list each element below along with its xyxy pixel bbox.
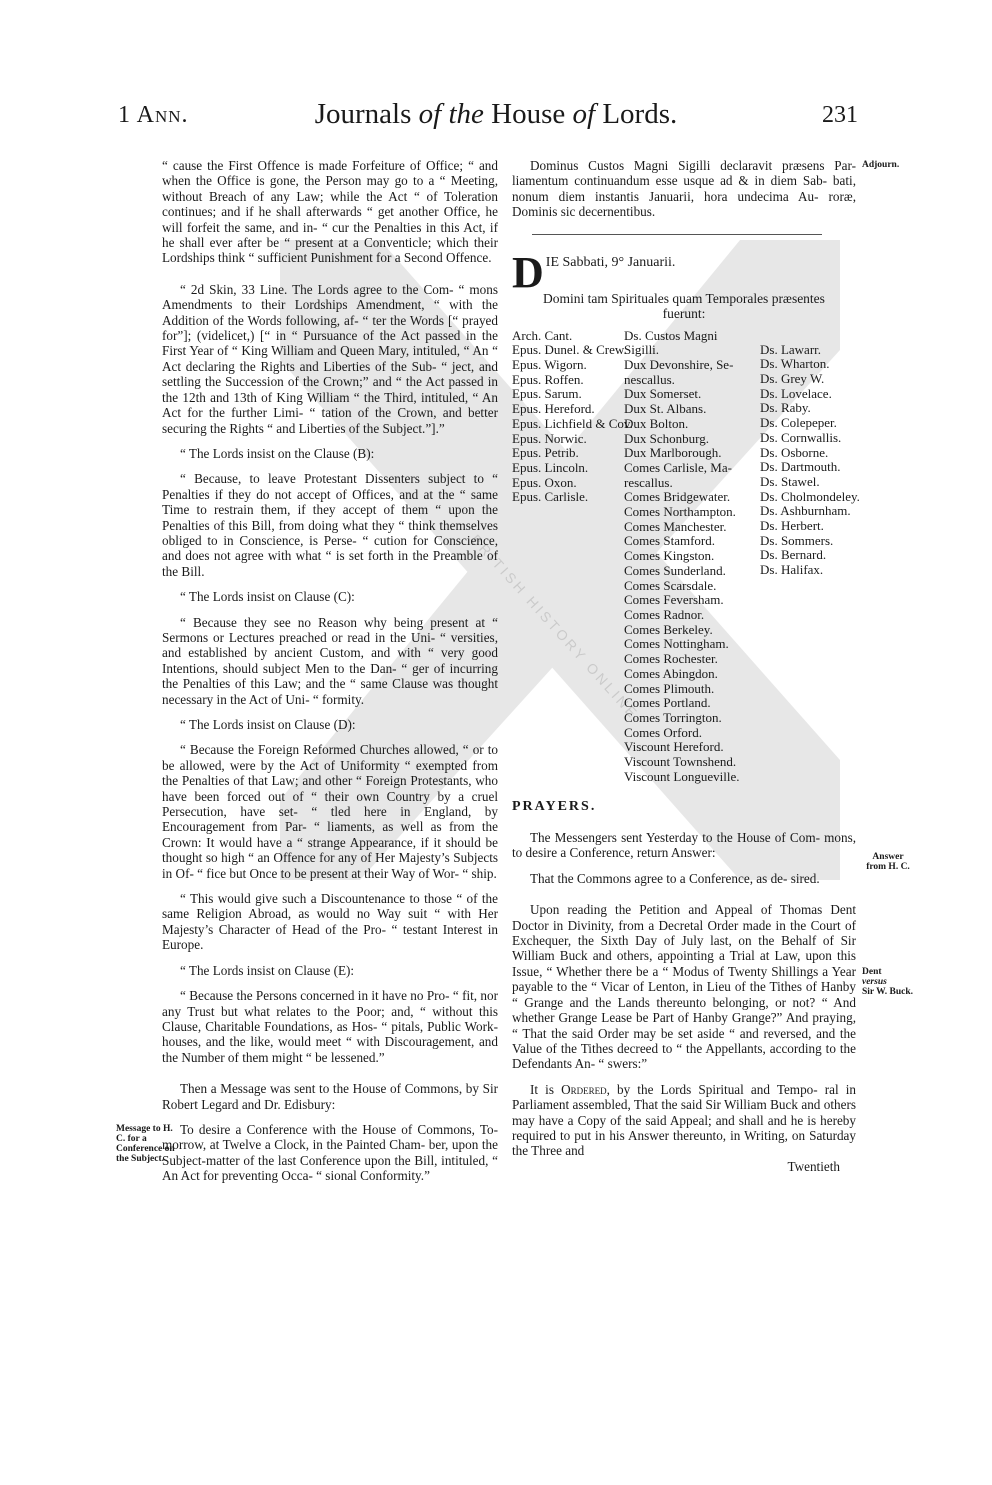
header-title-of: of xyxy=(418,98,442,130)
attendance-baron-entry: Ds. Grey W. xyxy=(760,371,825,387)
attendance-temporal-entry: Comes Nottingham. xyxy=(624,636,729,652)
attendance-baron-entry: Ds. Ashburnham. xyxy=(760,503,851,519)
attendance-temporal-entry: Dux St. Albans. xyxy=(624,401,707,417)
conference-request: To desire a Conference with the House of Commons, To-morrow, at Twelve a Clock, in the Painted Cham- ber, upon the Subject-matter of the last Conference upon the Bill, intituled, “ An Act for preventing Occa- “ sional Conformity.” xyxy=(162,1121,498,1184)
attendance-spiritual-entry: Epus. Dunel. & Crew. xyxy=(512,342,627,358)
clause-b-heading: “ The Lords insist on the Clause (B): xyxy=(180,445,375,461)
attendance-spiritual-entry: Epus. Petrib. xyxy=(512,445,579,461)
attendance-temporal-entry: Comes Rochester. xyxy=(624,651,718,667)
attendance-temporal-entry: Comes Plimouth. xyxy=(624,680,715,696)
attendance-list xyxy=(512,327,860,784)
attendance-temporal-entry: Comes Abingdon. xyxy=(624,665,718,681)
attendance-temporal-column xyxy=(624,329,754,785)
left-paragraph-1: “ cause the First Offence is made Forfeiture of Office; “ and when the Office is gone, the Person may go to a “ Meeting, without Breach of any Law; while the Act “ of Toleration continues; and if he shall afterwards “ get another Office, he will forfeit the same, and in- “ cur the Penalties in this Act, if he shall ever after be “ present at a Conventicle; which their Lordships think “ sufficient Punishment for a Second Offence. xyxy=(162,158,498,266)
clause-d-heading: “ The Lords insist on Clause (D): xyxy=(180,717,356,732)
header-title-lords: Lords. xyxy=(602,98,678,130)
attendance-baron-entry: Ds. Bernard. xyxy=(760,547,827,563)
attendance-baron-entry: Ds. Raby. xyxy=(760,400,811,416)
attendance-barons-column xyxy=(760,343,860,578)
attendance-spiritual-entry: Epus. Norwic. xyxy=(512,430,587,446)
petition-paragraph: Upon reading the Petition and Appeal of Thomas Dent Doctor in Divinity, from a Decretal Order made in the Court of Exchequer, the Sixth Day of July last, on the Behalf of Sir William Buck and others, appointing a Trial at Law, upon this Issue, “ Whether there be a “ Modus of Twenty Shillings a Year payable to the “ Vicar of Lenton, in Lieu of the Tithes of Hanby “ Grange and the Lands thereunto belonging, or not? “ And whether Grange Lease be Part of Hanby Grange?” And praying, “ That the said Order may be set aside “ and reversed, and the Value of the Tithes decreed to “ the Appellants, according to the Defendants An- “ swers:” xyxy=(512,902,856,1072)
watermark-label: BRITISH HISTORY ONLINE xyxy=(467,531,642,723)
clause-d-reason: “ Because the Foreign Reformed Churches allowed, “ or to be allowed, were by the Act of Uniformity “ exempted from the Penalties of that Law; and other “ Foreign Protestants, who have been forced out of “ their own Country by a cruel Persecution, have set- “ tled here in England, by Encouragement from Par- “ liaments, as well as from the Crown: It would have a “ strange Appearance, if it should be thought so high “ an Offence for any of Her Majesty’s Subjects in Of- “ fice but Once to be present at their Way of Wor- “ ship. xyxy=(162,742,498,881)
attendance-temporal-entry: Dux Bolton. xyxy=(624,415,689,431)
margin-note-adjourn: Adjourn. xyxy=(862,160,900,170)
attendance-temporal-entry: Comes Berkeley. xyxy=(624,621,713,637)
attendance-spiritual-entry: Arch. Cant. xyxy=(512,327,573,343)
day-heading xyxy=(512,247,856,297)
attendance-baron-entry: Ds. Lovelace. xyxy=(760,385,832,401)
clause-c-reason: “ Because they see no Reason why being present at “ Sermons or Lectures preached or read in the Uni- “ versities, and established by ancient Custom, and with “ very good Intentions, should subject Men to the Dan- “ ger of incurring the Penalties of this Law; and the “ same Clause was thought necessary in the Act of Uni- “ formity. xyxy=(162,614,498,707)
attendance-baron-entry: Ds. Lawarr. xyxy=(760,341,822,357)
day-heading-text: IE Sabbati, 9° Januarii. xyxy=(545,254,676,270)
attendance-temporal-entry: Comes Torrington. xyxy=(624,709,722,725)
margin-note-answer: Answer from H. C. xyxy=(866,852,910,872)
attendance-temporal-entry: Viscount Townshend. xyxy=(624,754,737,770)
left-paragraph-2: “ 2d Skin, 33 Line. The Lords agree to the Com- “ mons Amendments to their Lordships Amendment, “ with the Addition of the Words following, af- “ ter the Words [“ prayed for”]; (videlicet,) [“ in “ Pursuance of the Act passed in the First Year of “ King William and Queen Mary, intituled, “ An “ Act declaring the Rights and Liberties of the Sub- “ ject, and settling the Succession of the Crown;” and “ the Act passed in the 12th and 13th of King William “ the Third, intituled, “ An Act for the further Limi- “ tation of the Crown, and better securing the Rights “ and Liberties of the Subject.”].” xyxy=(162,281,498,436)
attendance-temporal-entry: Comes Radnor. xyxy=(624,606,705,622)
attendance-spiritual-entry: Epus. Roffen. xyxy=(512,371,584,387)
prayers-heading: PRAYERS. xyxy=(512,798,597,814)
margin-note-dent xyxy=(862,967,932,997)
attendance-heading xyxy=(512,291,856,321)
message-to-commons: Then a Message was sent to the House of Commons, by Sir Robert Legard and Dr. Edisbury: xyxy=(162,1081,498,1112)
attendance-temporal-entry: Comes Orford. xyxy=(624,724,702,740)
attendance-temporal-entry: Comes Bridgewater. xyxy=(624,489,731,505)
header-title-house: House xyxy=(491,98,566,130)
attendance-temporal-entry: Comes Stamford. xyxy=(624,533,715,549)
attendance-baron-entry: Ds. Colepeper. xyxy=(760,415,837,431)
attendance-baron-entry: Ds. Halifax. xyxy=(760,562,824,578)
clause-e-heading: “ The Lords insist on Clause (E): xyxy=(180,962,355,978)
attendance-temporal-entry: Sigilli. xyxy=(624,342,660,358)
attendance-temporal-entry: Comes Scarsdale. xyxy=(624,577,717,593)
attendance-baron-entry: Ds. Sommers. xyxy=(760,532,834,548)
margin-note-dent-line1: Dent xyxy=(862,967,882,977)
left-column xyxy=(162,158,498,1184)
attendance-spiritual-entry: Epus. Carlisle. xyxy=(512,489,589,505)
order-word: Ordered, xyxy=(561,1081,610,1097)
attendance-spiritual-column xyxy=(512,327,633,505)
margin-note-message: Message to H. C. for a Conference on the Subject. xyxy=(116,1124,175,1164)
attendance-temporal-entry: nescallus. xyxy=(624,371,675,387)
attendance-temporal-entry: Dux Marlborough. xyxy=(624,445,722,461)
attendance-baron-entry: Ds. Stawel. xyxy=(760,473,820,489)
attendance-spiritual-entry: Epus. Wigorn. xyxy=(512,357,587,373)
margin-note-dent-line3: Sir W. Buck. xyxy=(862,987,914,997)
attendance-spiritual-entry: Epus. Sarum. xyxy=(512,386,582,402)
header-regnal-year: 1 Ann. xyxy=(118,102,189,128)
attendance-temporal-entry: Comes Sunderland. xyxy=(624,562,726,578)
messengers-paragraph: The Messengers sent Yesterday to the House of Com- mons, to desire a Conference, return Answer: xyxy=(512,830,856,861)
attendance-baron-entry: Ds. Herbert. xyxy=(760,518,824,534)
attendance-temporal-entry: Comes Kingston. xyxy=(624,548,715,564)
attendance-temporal-entry: Comes Carlisle, Ma- xyxy=(624,459,732,475)
attendance-temporal-entry: Dux Somerset. xyxy=(624,386,702,402)
attendance-temporal-entry: Comes Portland. xyxy=(624,695,711,711)
attendance-temporal-entry: Ds. Custos Magni xyxy=(624,327,718,343)
clause-d-reason-continued: “ This would give such a Discountenance to those “ of the same Religion Abroad, as would no Way suit “ with Her Majesty’s Character of Head of the Pro- “ testant Interest in Europe. xyxy=(162,891,498,953)
commons-agree-paragraph: That the Commons agree to a Conference, as de- sired. xyxy=(530,870,820,886)
attendance-temporal-entry: rescallus. xyxy=(624,474,673,490)
attendance-temporal-entry: Dux Schonburg. xyxy=(624,430,709,446)
attendance-temporal-entry: Viscount Hereford. xyxy=(624,739,724,755)
attendance-temporal-entry: Comes Northampton. xyxy=(624,504,736,520)
attendance-baron-entry: Ds. Wharton. xyxy=(760,356,830,372)
section-divider xyxy=(532,234,822,235)
order-prefix: It is xyxy=(530,1081,554,1097)
adjournment-paragraph: Dominus Custos Magni Sigilli declaravit præsens Par- liamentum continuandum esse usque ad & in diem Sab- bati, nonum diem instantis Januarii, hora undecima Au- roræ, Dominis sic decernentibus. xyxy=(512,158,856,220)
attendance-baron-entry: Ds. Cornwallis. xyxy=(760,429,842,445)
clause-e-reason: “ Because the Persons concerned in it have no Pro- “ fit, nor any Trust but what relates to the Poor; and, “ without this Clause, Charitable Foundations, as Hos- “ pitals, Public Work-houses, and the like, would meet “ with Discouragement, and the Number of them might “ be lessened.” xyxy=(162,988,498,1065)
right-column xyxy=(512,158,860,1174)
catchword: Twentieth xyxy=(787,1158,840,1174)
header-title-journals: Journals xyxy=(314,98,412,130)
clause-b-reason: “ Because, to leave Protestant Dissenters subject to “ Penalties if they do not accept of Offices, and at the “ same Time to restrain them, if they accept of them “ upon the Penalties of this Bill, from doing what they “ think themselves obliged to in Conscience, is Perse- “ cution for Conscience, and does not agree with what “ is set forth in the Preamble of the Bill. xyxy=(162,471,498,579)
attendance-temporal-entry: Comes Feversham. xyxy=(624,592,724,608)
page-number: 231 xyxy=(822,102,858,128)
attendance-spiritual-entry: Epus. Lichfield & Cov. xyxy=(512,415,633,431)
order-text: by the Lords Spiritual and Tempo- ral in Parliament assembled, That the said Sir William Buck and others may have a Copy of the said Appeal; and shall and he is hereby required to put in his Answer thereunto, in Writing, on Saturday the Three and xyxy=(512,1081,857,1159)
attendance-heading-line1: Domini tam Spirituales quam Temporales præsentes xyxy=(543,290,825,306)
header-title-of2: of xyxy=(572,98,596,130)
attendance-baron-entry: Ds. Dartmouth. xyxy=(760,459,841,475)
attendance-heading-line2: fuerunt: xyxy=(662,305,706,321)
running-header xyxy=(0,92,992,142)
attendance-temporal-entry: Viscount Longueville. xyxy=(624,768,740,784)
attendance-spiritual-entry: Epus. Lincoln. xyxy=(512,459,589,475)
attendance-temporal-entry: Dux Devonshire, Se- xyxy=(624,357,734,373)
attendance-temporal-entry: Comes Manchester. xyxy=(624,518,727,534)
order-paragraph xyxy=(512,1082,856,1159)
attendance-spiritual-entry: Epus. Oxon. xyxy=(512,474,577,490)
clause-c-heading: “ The Lords insist on Clause (C): xyxy=(180,589,355,605)
day-heading-initial: D xyxy=(512,247,544,297)
header-title-the: the xyxy=(448,98,484,130)
attendance-baron-entry: Ds. Cholmondeley. xyxy=(760,488,860,504)
attendance-spiritual-entry: Epus. Hereford. xyxy=(512,401,595,417)
margin-note-dent-line2: versus xyxy=(862,977,887,987)
attendance-baron-entry: Ds. Osborne. xyxy=(760,444,829,460)
